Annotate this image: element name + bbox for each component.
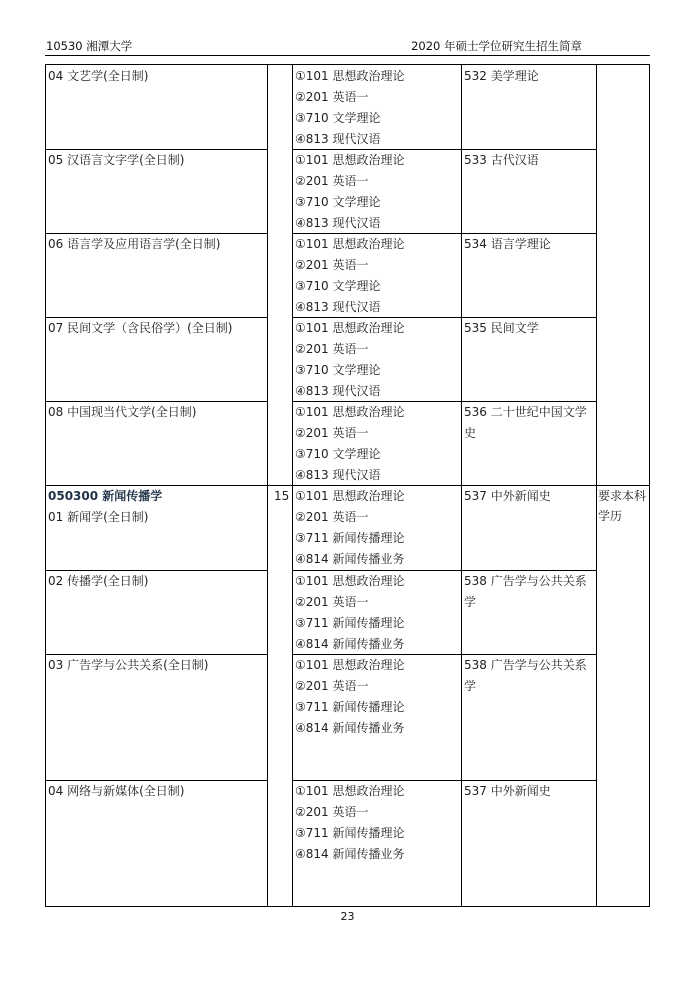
exam-subjects-cell [295, 402, 404, 486]
exam-subject: ④813 现代汉语 [295, 132, 381, 146]
retest-subject: 538 广告学与公共关系 [464, 658, 587, 672]
exam-subjects-cell [295, 234, 404, 318]
exam-subject: ④813 现代汉语 [295, 216, 381, 230]
direction-label: 01 新闻学(全日制) [48, 510, 149, 524]
exam-subject: ④814 新闻传播业务 [295, 637, 405, 651]
direction-label: 02 传播学(全日制) [48, 574, 149, 588]
retest-subject-cell [464, 66, 539, 87]
direction-cell [48, 486, 162, 528]
retest-subject: 537 中外新闻史 [464, 784, 551, 798]
retest-subject: 537 中外新闻史 [464, 489, 551, 503]
retest-subject-cell [464, 486, 551, 507]
exam-subjects-cell [295, 781, 404, 865]
exam-subject: ③710 文学理论 [295, 111, 381, 125]
exam-subject: ③710 文学理论 [295, 363, 381, 377]
exam-subject: ②201 英语一 [295, 90, 369, 104]
exam-subjects-cell [295, 571, 404, 655]
remark-line: 学历 [598, 509, 623, 523]
remark-cell [598, 486, 646, 526]
exam-subject: ③711 新闻传播理论 [295, 616, 405, 630]
retest-subject-cell [464, 655, 587, 697]
retest-subject-cell [464, 318, 539, 339]
exam-subjects-cell [295, 150, 404, 234]
exam-subject: ④813 现代汉语 [295, 300, 381, 314]
exam-subject: ④814 新闻传播业务 [295, 552, 405, 566]
retest-subject-cell [464, 781, 551, 802]
exam-subject: ①101 思想政治理论 [295, 784, 405, 798]
exam-subject: ④814 新闻传播业务 [295, 721, 405, 735]
exam-subject: ②201 英语一 [295, 426, 369, 440]
exam-subject: ①101 思想政治理论 [295, 489, 405, 503]
direction-cell [48, 655, 208, 676]
remark-line: 要求本科 [598, 489, 647, 503]
direction-cell [48, 781, 184, 802]
exam-subjects-cell [295, 486, 404, 570]
retest-subject-cell [464, 571, 587, 613]
exam-subject: ②201 英语一 [295, 258, 369, 272]
page-header-right: 2020 年硕士学位研究生招生简章 [411, 39, 582, 53]
table-border-top [45, 64, 650, 65]
direction-label: 03 广告学与公共关系(全日制) [48, 658, 209, 672]
retest-subject: 学 [464, 679, 477, 693]
exam-subject: ④814 新闻传播业务 [295, 847, 405, 861]
direction-cell [48, 571, 148, 592]
exam-subjects-cell [295, 66, 404, 150]
exam-subject: ③710 文学理论 [295, 279, 381, 293]
exam-subject: ②201 英语一 [295, 679, 369, 693]
exam-subject: ①101 思想政治理论 [295, 574, 405, 588]
admissions-table [45, 64, 649, 906]
direction-cell [48, 402, 196, 423]
direction-label: 08 中国现当代文学(全日制) [48, 405, 197, 419]
exam-subject: ③710 文学理论 [295, 447, 381, 461]
exam-subject: ③711 新闻传播理论 [295, 700, 405, 714]
exam-subject: ②201 英语一 [295, 174, 369, 188]
retest-subject: 535 民间文学 [464, 321, 539, 335]
retest-subject-cell [464, 234, 551, 255]
exam-subject: ①101 思想政治理论 [295, 321, 405, 335]
direction-label: 07 民间文学（含民俗学）(全日制) [48, 321, 233, 335]
page-number: 23 [340, 910, 355, 923]
major-title: 050300 新闻传播学 [48, 489, 163, 503]
direction-cell [48, 66, 148, 87]
exam-subject: ④813 现代汉语 [295, 384, 381, 398]
retest-subject: 538 广告学与公共关系 [464, 574, 587, 588]
exam-subject: ②201 英语一 [295, 510, 369, 524]
retest-subject-cell [464, 150, 539, 171]
exam-subject: ③711 新闻传播理论 [295, 826, 405, 840]
exam-subject: ①101 思想政治理论 [295, 153, 405, 167]
direction-label: 06 语言学及应用语言学(全日制) [48, 237, 221, 251]
retest-subject: 533 古代汉语 [464, 153, 539, 167]
direction-label: 04 网络与新媒体(全日制) [48, 784, 185, 798]
exam-subjects-cell [295, 318, 404, 402]
exam-subject: ①101 思想政治理论 [295, 658, 405, 672]
exam-subject: ①101 思想政治理论 [295, 237, 405, 251]
exam-subject: ②201 英语一 [295, 342, 369, 356]
exam-subject: ③711 新闻传播理论 [295, 531, 405, 545]
enrollment-count: 15 [274, 489, 290, 503]
exam-subject: ②201 英语一 [295, 805, 369, 819]
direction-cell [48, 234, 220, 255]
exam-subject: ④813 现代汉语 [295, 468, 381, 482]
direction-label: 05 汉语言文字学(全日制) [48, 153, 185, 167]
table-border-bottom [45, 906, 650, 907]
direction-cell [48, 318, 232, 339]
exam-subject: ①101 思想政治理论 [295, 405, 405, 419]
retest-subject: 532 美学理论 [464, 69, 539, 83]
exam-subject: ③710 文学理论 [295, 195, 381, 209]
retest-subject-cell [464, 402, 587, 444]
exam-subject: ①101 思想政治理论 [295, 69, 405, 83]
page-header-left: 10530 湘潭大学 [46, 39, 133, 53]
direction-label: 04 文艺学(全日制) [48, 69, 149, 83]
exam-subjects-cell [295, 655, 404, 739]
retest-subject: 学 [464, 595, 477, 609]
retest-subject: 史 [464, 426, 477, 440]
retest-subject: 536 二十世纪中国文学 [464, 405, 587, 419]
header-rule [45, 55, 650, 56]
retest-subject: 534 语言学理论 [464, 237, 551, 251]
direction-cell [48, 150, 184, 171]
exam-subject: ②201 英语一 [295, 595, 369, 609]
